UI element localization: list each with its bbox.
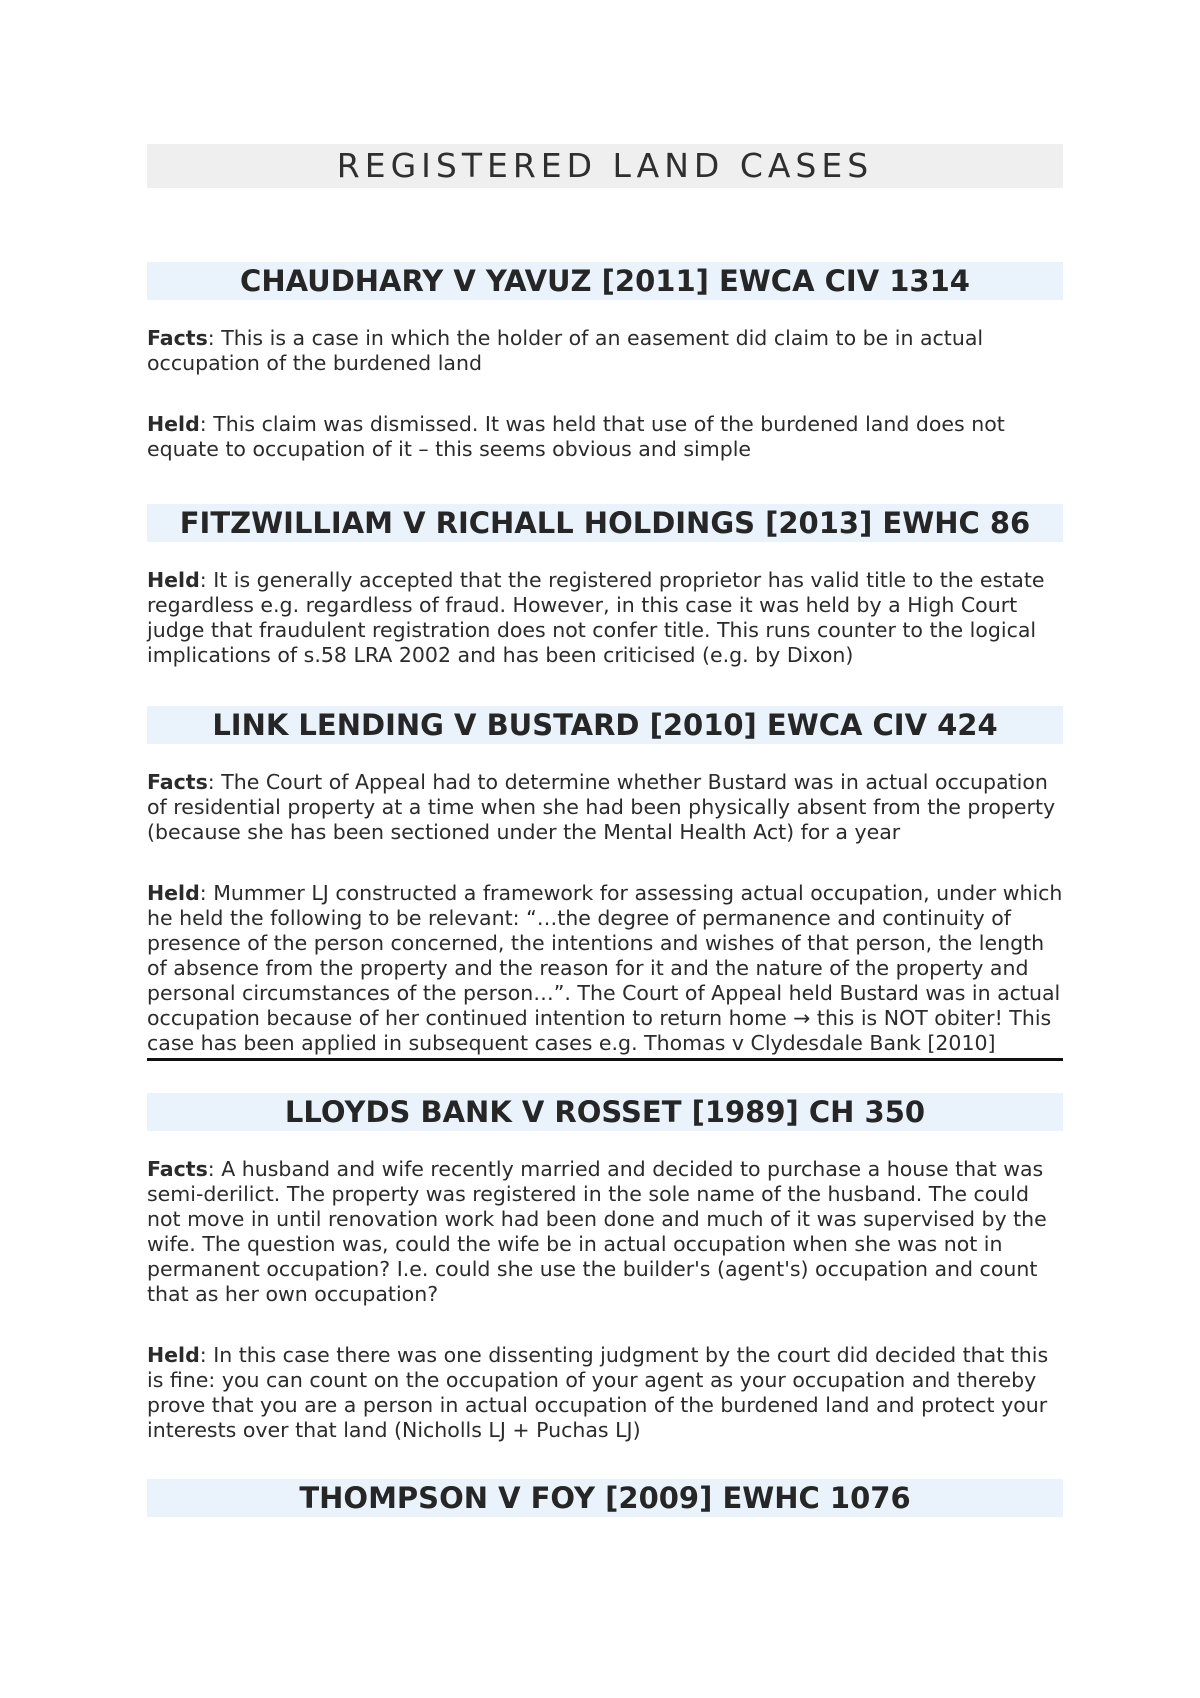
case-held-paragraph <box>147 412 1063 462</box>
document-title: REGISTERED LAND CASES <box>147 144 1063 188</box>
facts-label: Facts <box>147 326 208 350</box>
facts-text: : This is a case in which the holder of an easement did claim to be in actual occupation of the burdened land <box>147 326 984 375</box>
case-held-paragraph <box>147 1343 1063 1443</box>
section-divider <box>147 1058 1063 1061</box>
facts-label: Facts <box>147 1157 208 1181</box>
document-page <box>147 144 1063 1517</box>
case-facts-paragraph <box>147 1157 1063 1307</box>
held-text: : In this case there was one dissenting judgment by the court did decided that this is fine: you can count on the occupation of your agent as your occupation and thereby prove that you are a person in actual occupation of the burdened land and protect your interests over that land (Nicholls LJ + Puchas LJ) <box>147 1343 1049 1442</box>
case-facts-paragraph <box>147 770 1063 845</box>
case-held-paragraph <box>147 881 1063 1056</box>
held-text: : Mummer LJ constructed a framework for assessing actual occupation, under which he held the following to be relevant: “…the degree of permanence and continuity of presence of the person concerned, the intentions and wishes of that person, the length of absence from the property and the reason for it and the nature of the property and personal circumstances of the person…”. The Court of Appeal held Bustard was in actual occupation because of her continued intention to return home → this is NOT obiter! This case has been applied in subsequent cases e.g. Thomas v Clydesdale Bank [2010] <box>147 881 1063 1055</box>
case-held-paragraph <box>147 568 1063 668</box>
facts-text: : A husband and wife recently married and decided to purchase a house that was semi-derilict. The property was registered in the sole name of the husband. The could not move in until renovation work had been done and much of it was supervised by the wife. The question was, could the wife be in actual occupation when she was not in permanent occupation? I.e. could she use the builder's (agent's) occupation and count that as her own occupation? <box>147 1157 1047 1306</box>
case-heading-link-lending: LINK LENDING V BUSTARD [2010] EWCA CIV 424 <box>147 706 1063 744</box>
case-heading-fitzwilliam: FITZWILLIAM V RICHALL HOLDINGS [2013] EWHC 86 <box>147 504 1063 542</box>
case-facts-paragraph <box>147 326 1063 376</box>
case-heading-lloyds-bank: LLOYDS BANK V ROSSET [1989] CH 350 <box>147 1093 1063 1131</box>
facts-text: : The Court of Appeal had to determine whether Bustard was in actual occupation of residential property at a time when she had been physically absent from the property (because she has been sectioned under the Mental Health Act) for a year <box>147 770 1056 844</box>
held-label: Held <box>147 412 200 436</box>
held-label: Held <box>147 568 200 592</box>
case-heading-thompson: THOMPSON V FOY [2009] EWHC 1076 <box>147 1479 1063 1517</box>
facts-label: Facts <box>147 770 208 794</box>
case-heading-chaudhary: CHAUDHARY V YAVUZ [2011] EWCA CIV 1314 <box>147 262 1063 300</box>
held-label: Held <box>147 881 200 905</box>
held-text: : It is generally accepted that the registered proprietor has valid title to the estate regardless e.g. regardless of fraud. However, in this case it was held by a High Court judge that fraudulent registration does not confer title. This runs counter to the logical implications of s.58 LRA 2002 and has been criticised (e.g. by Dixon) <box>147 568 1045 667</box>
held-text: : This claim was dismissed. It was held that use of the burdened land does not equate to occupation of it – this seems obvious and simple <box>147 412 1005 461</box>
held-label: Held <box>147 1343 200 1367</box>
